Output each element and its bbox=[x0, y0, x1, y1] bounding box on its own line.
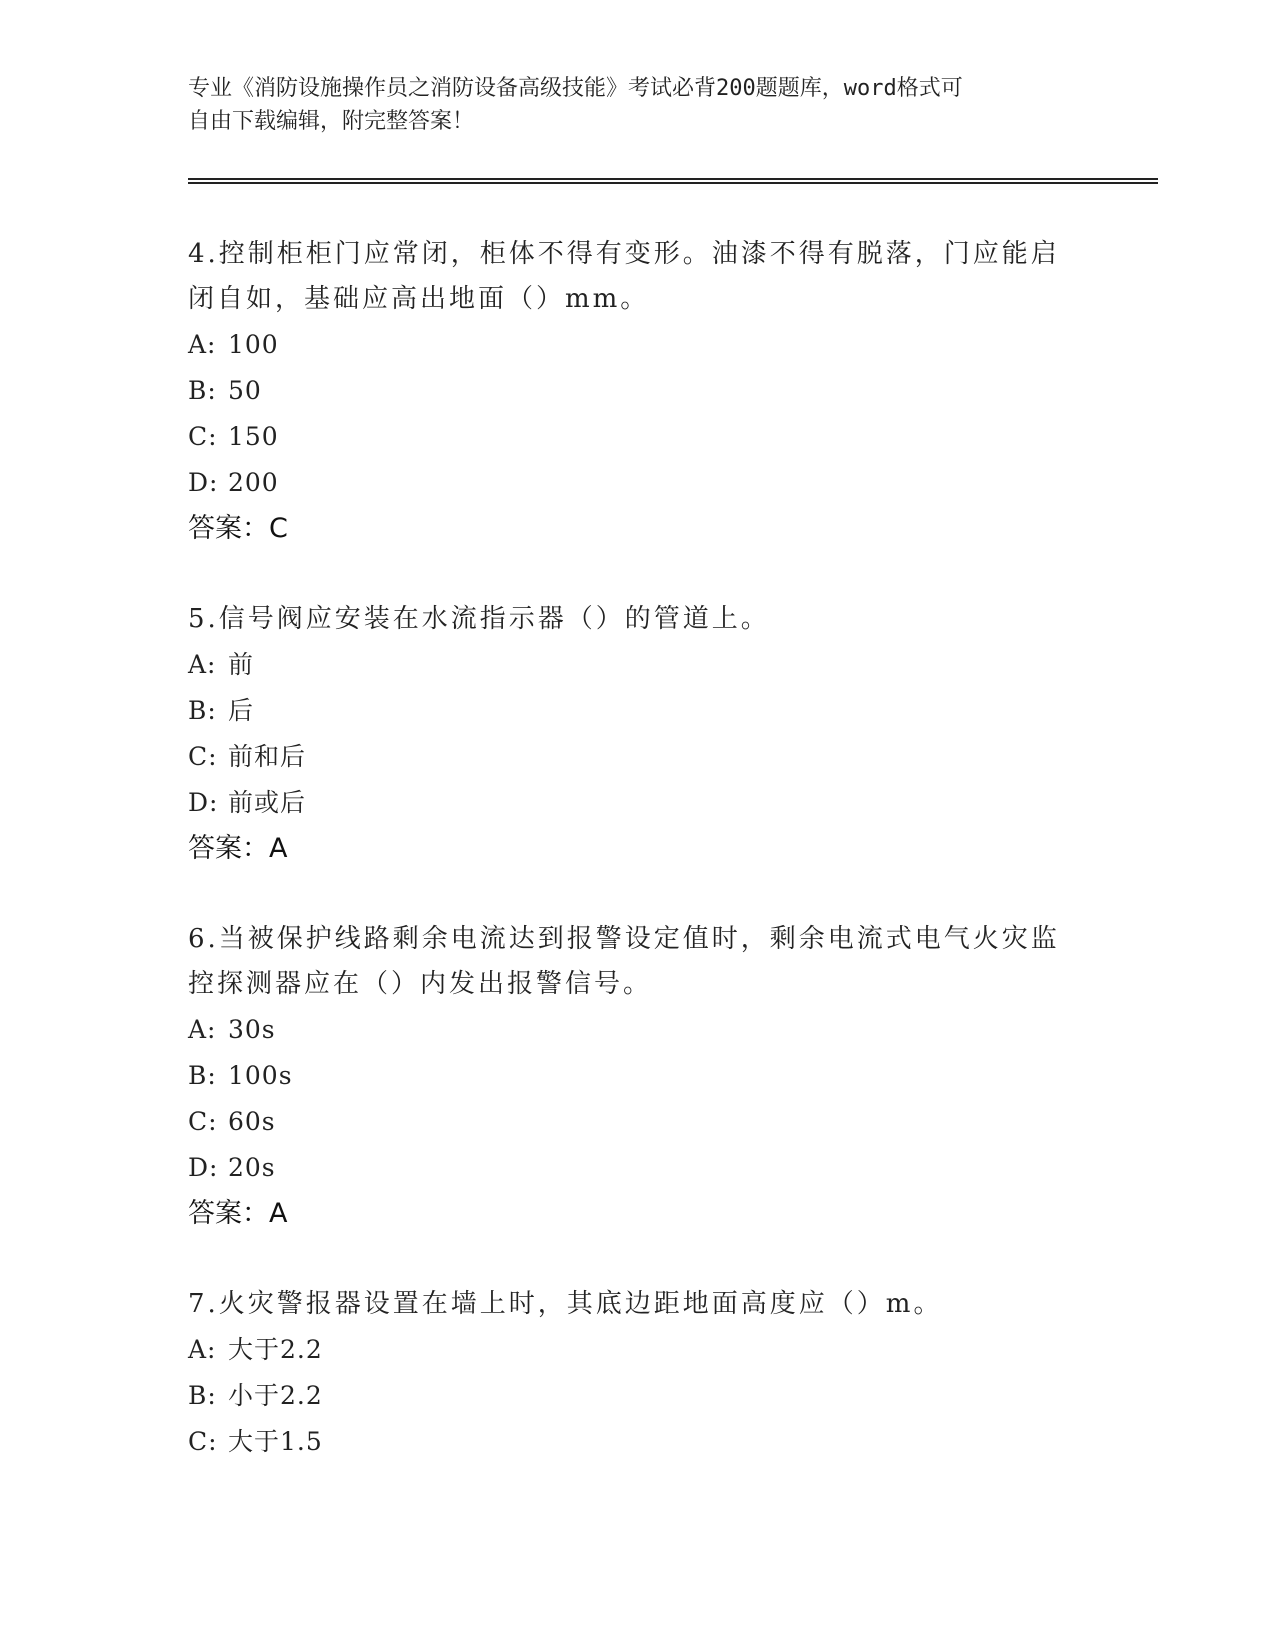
question-stem bbox=[188, 232, 1088, 322]
answer-line: 答案：A bbox=[188, 833, 288, 864]
option-text: 大于1.5 bbox=[228, 1427, 323, 1456]
option-text: 小于2.2 bbox=[228, 1381, 323, 1410]
answer-line: 答案：A bbox=[188, 1198, 288, 1229]
option-a bbox=[188, 322, 1088, 368]
option-b bbox=[188, 688, 1088, 734]
option-key: A: bbox=[188, 330, 217, 359]
option-text: 60s bbox=[228, 1107, 276, 1136]
option-text: 100 bbox=[228, 330, 279, 359]
stem-line: 4.控制柜柜门应常闭，柜体不得有变形。油漆不得有脱落，门应能启 bbox=[188, 239, 1060, 269]
option-text: 50 bbox=[228, 376, 262, 405]
option-text: 前和后 bbox=[228, 742, 307, 771]
option-text: 前或后 bbox=[228, 788, 307, 817]
question-stem bbox=[188, 917, 1088, 1007]
option-key: A: bbox=[188, 650, 217, 679]
header-line-1: 专业《消防设施操作员之消防设备高级技能》考试必背200题题库，word格式可 bbox=[188, 76, 963, 101]
option-text: 后 bbox=[228, 696, 255, 725]
option-c bbox=[188, 734, 1088, 780]
option-key: C: bbox=[188, 1427, 218, 1456]
option-text: 200 bbox=[228, 468, 279, 497]
option-a bbox=[188, 1327, 1088, 1373]
stem-line: 5.信号阀应安装在水流指示器（）的管道上。 bbox=[188, 604, 770, 634]
option-b bbox=[188, 1373, 1088, 1419]
option-text: 大于2.2 bbox=[228, 1335, 323, 1364]
option-key: D: bbox=[188, 788, 219, 817]
option-b bbox=[188, 368, 1088, 414]
option-key: C: bbox=[188, 742, 218, 771]
answer-line: 答案：C bbox=[188, 513, 288, 544]
question-stem bbox=[188, 1282, 1088, 1327]
option-key: D: bbox=[188, 1153, 219, 1182]
option-text: 30s bbox=[228, 1015, 276, 1044]
stem-line: 6.当被保护线路剩余电流达到报警设定值时，剩余电流式电气火灾监 bbox=[188, 924, 1060, 954]
option-key: D: bbox=[188, 468, 219, 497]
stem-line: 闭自如，基础应高出地面（）mm。 bbox=[188, 284, 650, 314]
option-key: B: bbox=[188, 1061, 217, 1090]
option-text: 20s bbox=[228, 1153, 276, 1182]
option-key: A: bbox=[188, 1335, 217, 1364]
option-d bbox=[188, 460, 1088, 506]
option-key: C: bbox=[188, 422, 218, 451]
question-6 bbox=[188, 917, 1088, 1237]
question-7 bbox=[188, 1282, 1088, 1465]
header-divider-top bbox=[188, 178, 1158, 180]
option-text: 100s bbox=[228, 1061, 293, 1090]
header-line-2: 自由下载编辑，附完整答案！ bbox=[188, 109, 475, 134]
option-text: 150 bbox=[228, 422, 279, 451]
option-key: C: bbox=[188, 1107, 218, 1136]
option-c bbox=[188, 1099, 1088, 1145]
option-c bbox=[188, 414, 1088, 460]
option-a bbox=[188, 1007, 1088, 1053]
option-key: B: bbox=[188, 1381, 217, 1410]
question-5 bbox=[188, 597, 1088, 872]
option-a bbox=[188, 642, 1088, 688]
question-4 bbox=[188, 232, 1088, 552]
option-d bbox=[188, 780, 1088, 826]
option-b bbox=[188, 1053, 1088, 1099]
stem-line: 7.火灾警报器设置在墙上时，其底边距地面高度应（）m。 bbox=[188, 1289, 943, 1319]
option-text: 前 bbox=[228, 650, 255, 679]
question-stem bbox=[188, 597, 1088, 642]
question-list bbox=[188, 232, 1088, 1510]
option-key: A: bbox=[188, 1015, 217, 1044]
option-d bbox=[188, 1145, 1088, 1191]
option-c bbox=[188, 1419, 1088, 1465]
stem-line: 控探测器应在（）内发出报警信号。 bbox=[188, 969, 653, 999]
header-divider-bottom bbox=[188, 182, 1158, 184]
option-key: B: bbox=[188, 696, 217, 725]
option-key: B: bbox=[188, 376, 217, 405]
document-header bbox=[188, 72, 1088, 138]
